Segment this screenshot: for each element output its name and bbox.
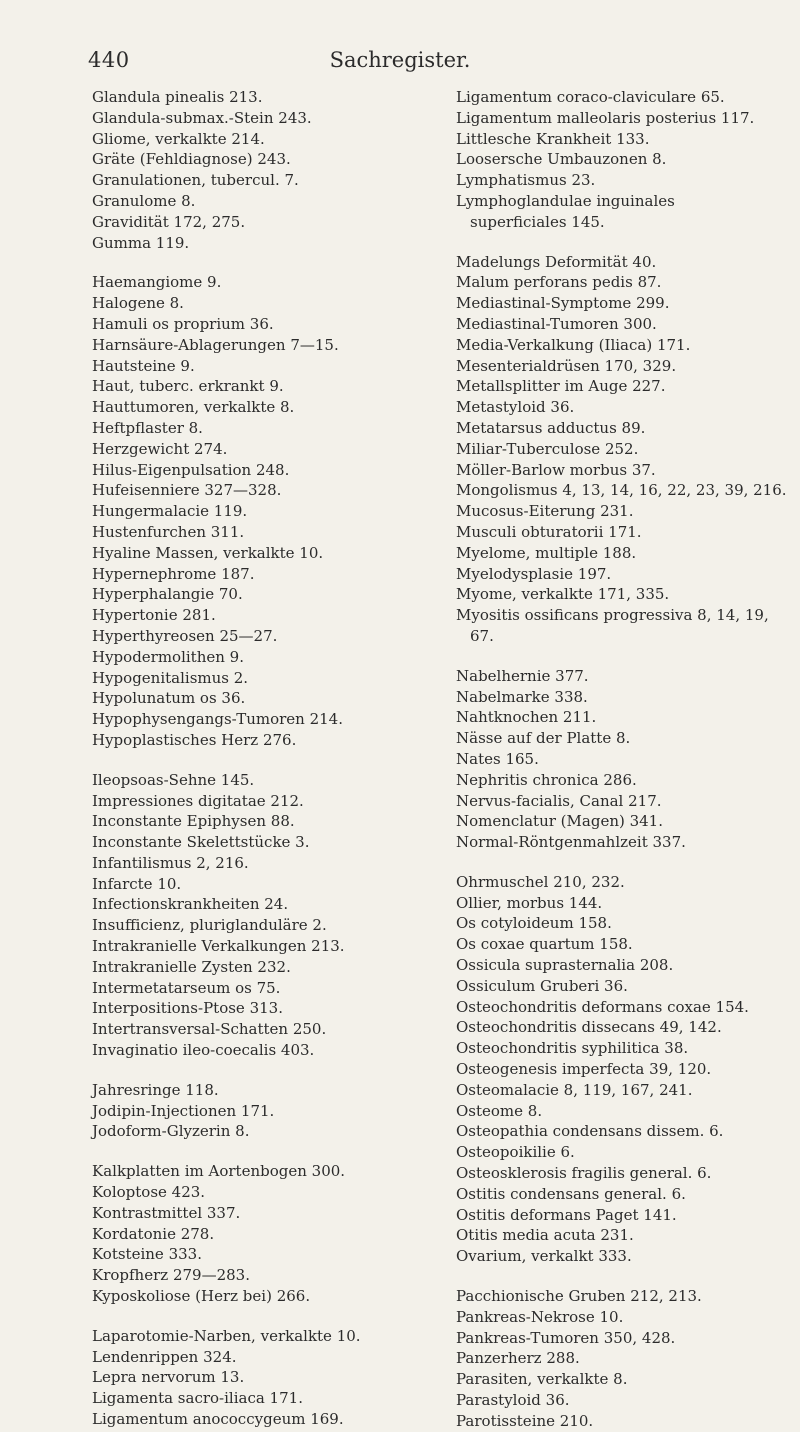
index-entry: Hypernephrome 187. (92, 564, 255, 583)
index-entry: Ossicula suprasternalia 208. (456, 956, 674, 975)
index-entry: Panzerherz 288. (456, 1349, 580, 1368)
index-column-left (92, 87, 428, 1430)
index-entry: Laparotomie-Narben, verkalkte 10. (92, 1326, 361, 1345)
index-entry: Nahtknochen 211. (456, 708, 597, 727)
index-entry: Metastyloid 36. (456, 398, 575, 417)
index-entry: Möller-Barlow morbus 37. (456, 460, 656, 479)
index-letter-group (456, 252, 787, 647)
index-entry: Glandula pinealis 213. (92, 88, 263, 106)
index-entry: Ileopsoas-Sehne 145. (92, 770, 255, 789)
index-entry: Myelome, multiple 188. (456, 543, 637, 562)
index-entry: Loosersche Umbauzonen 8. (456, 150, 667, 169)
index-entry: Hypogenitalismus 2. (92, 668, 249, 687)
index-entry: Halogene 8. (92, 294, 184, 313)
index-entry: Hufeisenniere 327—328. (92, 481, 282, 500)
index-entry: Osteogenesis imperfecta 39, 120. (456, 1060, 712, 1079)
index-entry: Hypophysengangs-Tumoren 214. (92, 710, 343, 729)
index-entry: Haemangiome 9. (92, 273, 222, 292)
index-entry: Mediastinal-Symptome 299. (456, 294, 670, 313)
index-entry: Myome, verkalkte 171, 335. (456, 585, 670, 604)
index-entry: Mesenterialdrüsen 170, 329. (456, 356, 677, 375)
index-entry: Ollier, morbus 144. (456, 893, 603, 912)
index-entry: Inconstante Skelettstücke 3. (92, 833, 310, 852)
index-entry: Herzgewicht 274. (92, 439, 228, 458)
index-entry: Hyaline Massen, verkalkte 10. (92, 543, 324, 562)
index-entry: Intrakranielle Zysten 232. (92, 957, 291, 976)
index-entry: Osteome 8. (456, 1101, 543, 1120)
index-entry: Nates 165. (456, 749, 539, 768)
index-entry: Hypolunatum os 36. (92, 689, 246, 708)
index-entry: Osteosklerosis fragilis general. 6. (456, 1164, 712, 1183)
index-entry: Kotsteine 333. (92, 1245, 202, 1264)
index-entry: Interpositions-Ptose 313. (92, 999, 283, 1018)
index-entry: Hyperphalangie 70. (92, 585, 243, 604)
index-entry: Koloptose 423. (92, 1183, 206, 1202)
index-entry: Jodoform-Glyzerin 8. (92, 1122, 250, 1141)
index-entry: Hypodermolithen 9. (92, 647, 244, 666)
index-entry: Ligamentum malleolaris posterius 117. (456, 108, 755, 127)
index-entry: Parasiten, verkalkte 8. (456, 1370, 628, 1389)
index-entry: Lymphatismus 23. (456, 171, 596, 190)
index-entry: Myositis ossificans progressiva 8, 14, 19, 67. (456, 606, 769, 645)
page-title: Sachregister. (329, 48, 471, 72)
index-letter-group (92, 1161, 428, 1307)
index-entry: Parastyloid 36. (456, 1391, 570, 1410)
index-entry: Kyposkoliose (Herz bei) 266. (92, 1287, 311, 1306)
index-entry: Kordatonie 278. (92, 1224, 215, 1243)
index-entry: Invaginatio ileo-coecalis 403. (92, 1041, 315, 1060)
index-entry: Otitis media acuta 231. (456, 1226, 634, 1245)
index-entry: Infantilismus 2, 216. (92, 853, 249, 872)
index-entry: Ostitis condensans general. 6. (456, 1184, 686, 1203)
index-entry: Nomenclatur (Magen) 341. (456, 812, 663, 831)
index-entry: Hypertonie 281. (92, 606, 216, 625)
index-entry: Ohrmuschel 210, 232. (456, 872, 625, 891)
index-entry: Hyperthyreosen 25—27. (92, 626, 278, 645)
index-entry: Gräte (Fehldiagnose) 243. (92, 150, 291, 169)
index-entry: Ostitis deformans Paget 141. (456, 1205, 677, 1224)
index-letter-group (92, 87, 428, 253)
index-entry: Intermetatarseum os 75. (92, 978, 281, 997)
index-entry: Malum perforans pedis 87. (456, 273, 662, 292)
index-letter-group (92, 1080, 428, 1142)
index-letter-group (456, 87, 772, 233)
index-entry: Ligamenta sacro-iliaca 171. (92, 1389, 303, 1408)
index-entry: Nephritis chronica 286. (456, 770, 637, 789)
index-entry: Intrakranielle Verkalkungen 213. (92, 937, 345, 956)
index-entry: Kropfherz 279—283. (92, 1266, 250, 1285)
index-entry: Nabelmarke 338. (456, 687, 588, 706)
index-entry: Lymphoglandulae inguinales superficiales 145. (456, 191, 675, 231)
page-header (0, 48, 800, 78)
index-letter-group (456, 666, 772, 853)
index-entry: Hauttumoren, verkalkte 8. (92, 398, 295, 417)
index-entry: Hypoplastisches Herz 276. (92, 730, 297, 749)
index-entry: Granulationen, tubercul. 7. (92, 171, 299, 190)
index-entry: Osteochondritis dissecans 49, 142. (456, 1018, 722, 1037)
index-entry: Nabelhernie 377. (456, 666, 589, 685)
index-entry: Intertransversal-Schatten 250. (92, 1020, 327, 1039)
index-entry: Glandula-submax.-Stein 243. (92, 108, 312, 127)
index-entry: Nervus-facialis, Canal 217. (456, 791, 662, 810)
index-entry: Os cotyloideum 158. (456, 914, 612, 933)
index-entry: Mucosus-Eiterung 231. (456, 502, 634, 521)
index-entry: Mongolismus 4, 13, 14, 16, 22, 23, 39, 216. (456, 481, 787, 500)
index-entry: Haut, tuberc. erkrankt 9. (92, 377, 284, 396)
page-number: 440 (88, 48, 130, 72)
index-letter-group (92, 272, 428, 750)
index-entry: Miliar-Tuberculose 252. (456, 439, 639, 458)
index-entry: Granulome 8. (92, 191, 196, 210)
index-entry: Ligamentum coraco-claviculare 65. (456, 88, 725, 106)
index-entry: Metatarsus adductus 89. (456, 418, 646, 437)
index-entry: Madelungs Deformität 40. (456, 252, 657, 271)
index-entry: Hamuli os proprium 36. (92, 314, 274, 333)
index-entry: Lendenrippen 324. (92, 1347, 237, 1366)
index-entry: Ossiculum Gruberi 36. (456, 976, 628, 995)
index-entry: Infectionskrankheiten 24. (92, 895, 289, 914)
index-entry: Kontrastmittel 337. (92, 1203, 241, 1222)
index-entry: Hustenfurchen 311. (92, 522, 245, 541)
index-entry: Osteochondritis syphilitica 38. (456, 1039, 689, 1058)
index-entry: Musculi obturatorii 171. (456, 522, 642, 541)
index-letter-group (92, 770, 428, 1061)
index-column-right (456, 87, 787, 1432)
index-entry: Media-Verkalkung (Iliaca) 171. (456, 335, 691, 354)
index-entry: Normal-Röntgenmahlzeit 337. (456, 833, 686, 852)
index-entry: Impressiones digitatae 212. (92, 791, 304, 810)
index-entry: Hilus-Eigenpulsation 248. (92, 460, 290, 479)
index-entry: Lepra nervorum 13. (92, 1368, 245, 1387)
index-entry: Metallsplitter im Auge 227. (456, 377, 666, 396)
index-entry: Pacchionische Gruben 212, 213. (456, 1287, 702, 1306)
index-entry: Kalkplatten im Aortenbogen 300. (92, 1162, 346, 1181)
index-entry: Os coxae quartum 158. (456, 935, 633, 954)
index-entry: Heftpflaster 8. (92, 418, 203, 437)
index-letter-group (456, 872, 772, 1267)
index-entry: Osteopathia condensans dissem. 6. (456, 1122, 724, 1141)
index-entry: Littlesche Krankheit 133. (456, 129, 650, 148)
index-entry: Nässe auf der Platte 8. (456, 729, 631, 748)
index-entry: Parotissteine 210. (456, 1411, 594, 1430)
index-entry: Mediastinal-Tumoren 300. (456, 314, 657, 333)
index-entry: Jahresringe 118. (92, 1080, 219, 1099)
index-entry: Jodipin-Injectionen 171. (92, 1101, 275, 1120)
index-letter-group (456, 1286, 772, 1432)
index-entry: Gliome, verkalkte 214. (92, 129, 265, 148)
index-entry: Hautsteine 9. (92, 356, 195, 375)
index-entry: Pankreas-Tumoren 350, 428. (456, 1328, 676, 1347)
index-entry: Myelodysplasie 197. (456, 564, 612, 583)
index-entry: Osteomalacie 8, 119, 167, 241. (456, 1080, 693, 1099)
index-entry: Hungermalacie 119. (92, 502, 248, 521)
index-entry: Ligamentum anococcygeum 169. (92, 1410, 344, 1429)
index-letter-group (92, 1326, 428, 1430)
index-entry: Ovarium, verkalkt 333. (456, 1247, 632, 1266)
index-entry: Osteochondritis deformans coxae 154. (456, 997, 749, 1016)
index-entry: Gumma 119. (92, 233, 190, 252)
index-entry: Osteopoikilie 6. (456, 1143, 575, 1162)
index-entry: Harnsäure-Ablagerungen 7—15. (92, 335, 339, 354)
index-entry: Gravidität 172, 275. (92, 212, 246, 231)
index-entry: Pankreas-Nekrose 10. (456, 1307, 624, 1326)
index-entry: Insufficienz, pluriglanduläre 2. (92, 916, 327, 935)
index-entry: Inconstante Epiphysen 88. (92, 812, 295, 831)
index-entry: Infarcte 10. (92, 874, 182, 893)
